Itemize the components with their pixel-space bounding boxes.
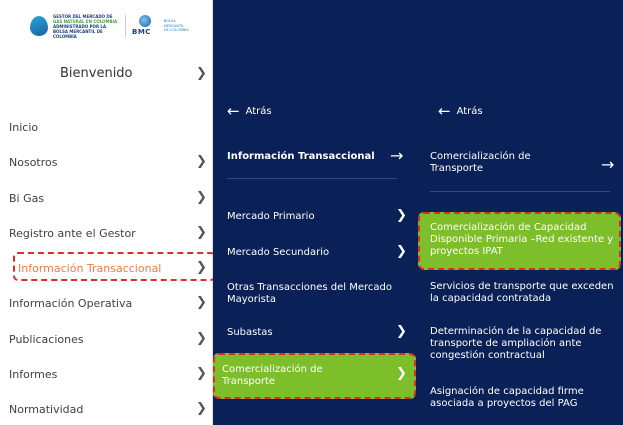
chevron-right-icon[interactable]: ❯ xyxy=(196,295,207,310)
main-menu-panel xyxy=(0,0,213,425)
submenu-item-mercado-primario[interactable]: Mercado Primario xyxy=(227,211,315,222)
menu-item-nosotros[interactable]: Nosotros xyxy=(9,156,58,169)
subsubmenu-item-determinacion-capacidad[interactable]: Determinación de la capacidad de transporte de ampliación ante congestión contractual xyxy=(430,326,602,361)
gestor-logo-text: GESTOR DEL MERCADO DE GAS NATURAL EN COLOMBIA ADMINISTRADO POR LA BOLSA MERCANTIL DE COLOMBIA xyxy=(53,13,118,39)
menu-item-publicaciones[interactable]: Publicaciones xyxy=(9,333,84,346)
bmc-logo-text: BOLSA MERCANTIL DE COLOMBIA xyxy=(164,19,189,33)
arrow-right-icon[interactable]: → xyxy=(601,155,615,174)
chevron-right-icon[interactable]: ❯ xyxy=(196,190,207,205)
gestor-logo[interactable] xyxy=(30,8,202,44)
submenu-item-comercializacion-transporte[interactable]: Comercialización de Transporte xyxy=(222,364,323,387)
logo-separator xyxy=(125,15,126,37)
arrow-left-icon: ← xyxy=(227,102,240,120)
menu-item-informacion-operativa[interactable]: Información Operativa xyxy=(9,297,133,310)
submenu-divider xyxy=(227,178,397,179)
welcome-text: Bienvenido xyxy=(60,66,133,81)
gas-drop-logo-icon xyxy=(30,16,48,36)
menu-item-informacion-transaccional[interactable]: Información Transaccional xyxy=(18,262,162,275)
chevron-right-icon[interactable]: ❯ xyxy=(196,154,207,169)
subsubmenu-item-asignacion-capacidad[interactable]: Asignación de capacidad firme asociada a proyectos del PAG xyxy=(430,386,584,409)
subsubmenu-item-capacidad-disponible[interactable]: Comercialización de Capacidad Disponible Primaria –Red existente y proyectos IPAT xyxy=(430,222,614,257)
subsubmenu-header: Comercialización de Transporte xyxy=(430,151,531,174)
subsubmenu-divider xyxy=(430,191,610,192)
menu-item-informes[interactable]: Informes xyxy=(9,368,58,381)
chevron-right-icon[interactable]: ❯ xyxy=(196,401,207,416)
submenu-item-subastas[interactable]: Subastas xyxy=(227,327,273,338)
bmc-logo: BMC xyxy=(132,15,160,37)
arrow-left-icon: ← xyxy=(438,102,451,120)
submenu-item-otras-transacciones[interactable]: Otras Transacciones del Mercado Mayorista xyxy=(227,282,392,305)
menu-item-bi-gas[interactable]: Bi Gas xyxy=(9,192,45,205)
chevron-right-icon[interactable]: ❯ xyxy=(196,331,207,346)
chevron-right-icon[interactable]: ❯ xyxy=(396,324,407,339)
subsubmenu-item-servicios-transporte[interactable]: Servicios de transporte que exceden la capacidad contratada xyxy=(430,281,614,304)
bmc-globe-icon xyxy=(139,15,151,27)
menu-item-inicio[interactable]: Inicio xyxy=(9,121,39,134)
submenu-panel xyxy=(213,0,418,425)
subsubmenu-panel xyxy=(418,0,623,425)
back-button[interactable]: ← Atrás xyxy=(227,102,272,120)
chevron-right-icon[interactable]: ❯ xyxy=(396,366,407,381)
chevron-right-icon[interactable]: ❯ xyxy=(196,225,207,240)
chevron-right-icon[interactable]: ❯ xyxy=(196,66,207,81)
chevron-right-icon[interactable]: ❯ xyxy=(196,366,207,381)
chevron-right-icon[interactable]: ❯ xyxy=(396,244,407,259)
chevron-right-icon[interactable]: ❯ xyxy=(196,260,207,275)
submenu-item-mercado-secundario[interactable]: Mercado Secundario xyxy=(227,247,330,258)
submenu-header: Información Transaccional xyxy=(227,151,375,162)
menu-item-registro[interactable]: Registro ante el Gestor xyxy=(9,227,136,240)
menu-item-normatividad[interactable]: Normatividad xyxy=(9,403,84,416)
arrow-right-icon[interactable]: → xyxy=(390,146,404,165)
chevron-right-icon[interactable]: ❯ xyxy=(396,208,407,223)
back-button[interactable]: ← Atrás xyxy=(438,102,483,120)
